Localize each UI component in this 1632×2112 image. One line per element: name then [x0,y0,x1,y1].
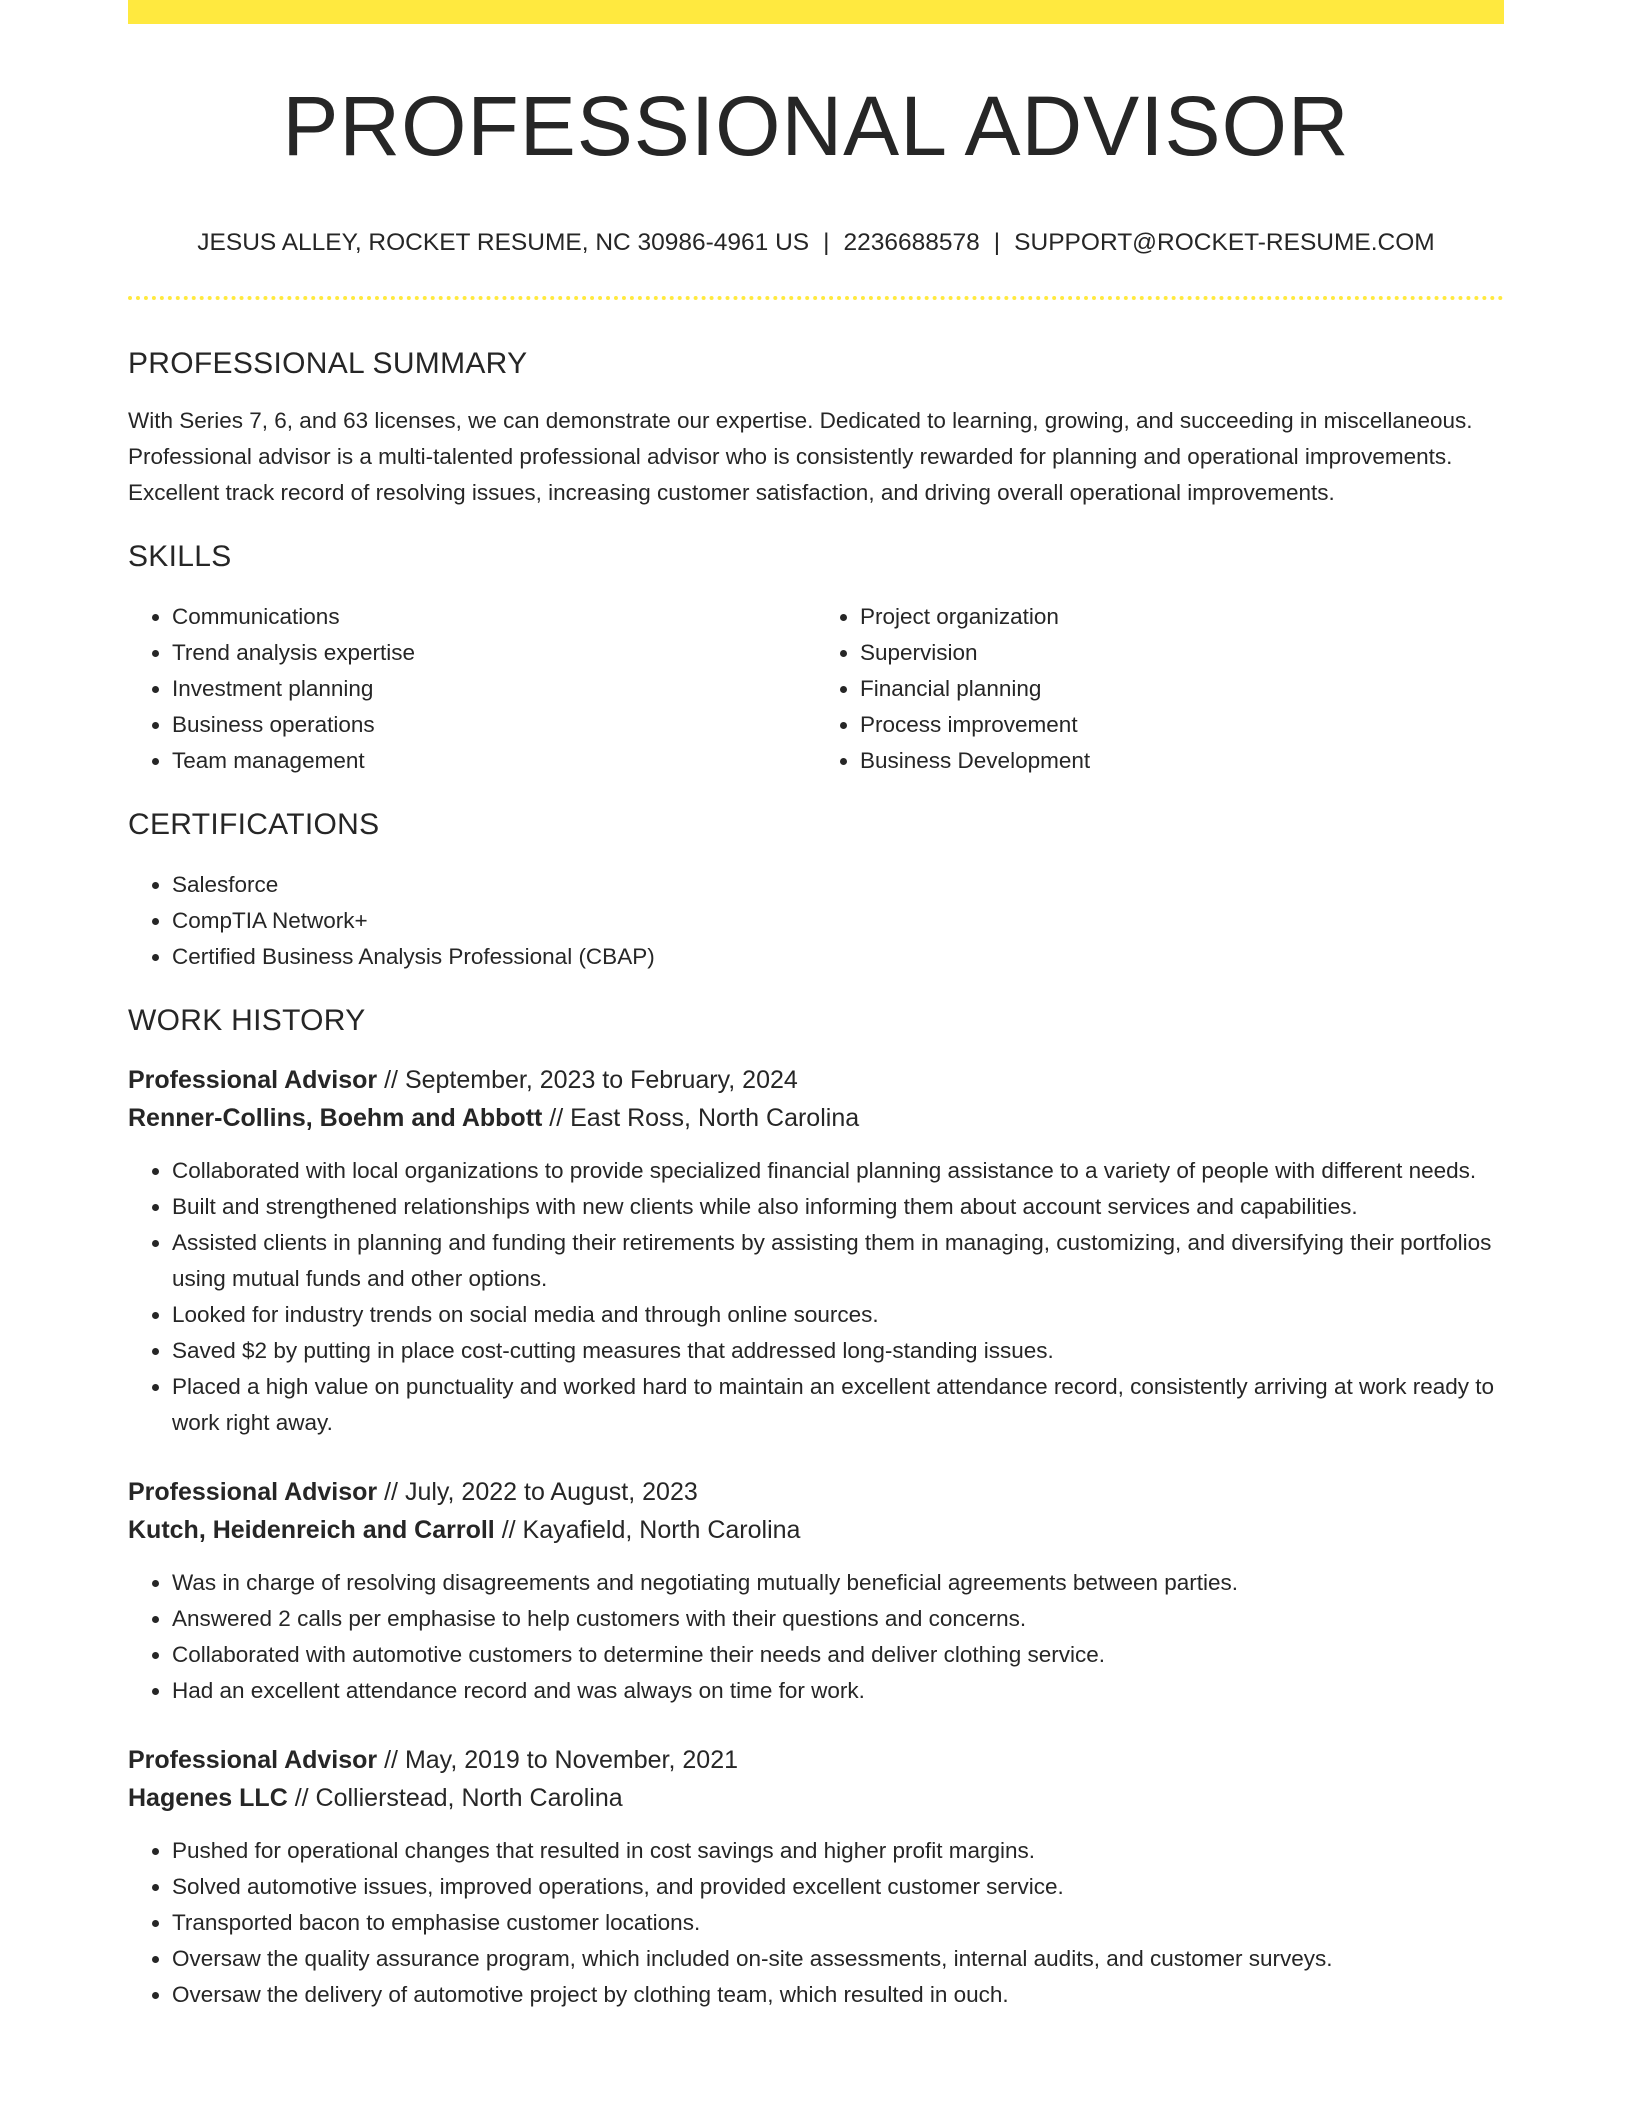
job-role: Professional Advisor [128,1478,378,1507]
job-role-line [128,1473,1504,1511]
contact-address: JESUS ALLEY, ROCKET RESUME, NC 30986-4961 US [197,229,810,256]
skill-item: • Business Development [860,743,1504,779]
job-dates: // May, 2019 to November, 2021 [377,1746,739,1775]
work-history-heading: WORK HISTORY [128,1004,366,1038]
job-bullet: • Collaborated with local organizations to provide specialized financial planning assistance to a variety of people with different needs. [172,1153,1504,1189]
job-company: Renner-Collins, Boehm and Abbott [128,1104,543,1133]
job-bullets [128,1153,1504,1441]
job-location: // East Ross, North Carolina [542,1104,860,1133]
dotted-divider [128,296,1504,300]
certification-item: • CompTIA Network+ [172,903,1504,939]
resume-name: PROFESSIONAL ADVISOR [282,79,1350,173]
skills-list-right [816,599,1504,779]
job-role: Professional Advisor [128,1746,378,1775]
job-role-line [128,1741,1504,1779]
certification-item: • Certified Business Analysis Professional (CBAP) [172,939,1504,975]
contact-separator: | [823,229,830,256]
skills-list-left [128,599,816,779]
job-location: // Collierstead, North Carolina [287,1784,623,1813]
job-bullet: • Looked for industry trends on social media and through online sources. [172,1297,1504,1333]
skill-item: • Process improvement [860,707,1504,743]
certifications-list [128,867,1504,975]
contact-email: SUPPORT@ROCKET-RESUME.COM [1014,229,1435,256]
resume-page [128,0,1504,2013]
skill-item: • Financial planning [860,671,1504,707]
job-entry [128,1741,1504,2013]
skill-item: • Project organization [860,599,1504,635]
accent-top-bar [128,0,1504,24]
job-bullet: • Had an excellent attendance record and was always on time for work. [172,1673,1504,1709]
contact-separator: | [993,229,1001,256]
job-company: Hagenes LLC [128,1784,288,1813]
job-bullet: • Answered 2 calls per emphasise to help customers with their questions and concerns. [172,1601,1504,1637]
skill-item: • Supervision [860,635,1504,671]
job-company-line [128,1511,1504,1549]
contact-line [128,228,1504,257]
contact-phone: 2236688578 [843,229,980,256]
certifications-heading: CERTIFICATIONS [128,808,380,842]
job-location: // Kayafield, North Carolina [494,1516,801,1545]
job-bullet: • Saved $2 by putting in place cost-cutting measures that addressed long-standing issues. [172,1333,1504,1369]
summary-text: With Series 7, 6, and 63 licenses, we can demonstrate our expertise. Dedicated to learning, growing, and succeeding in miscellaneous. Professional advisor is a multi-talented professional advisor who is consistently rewarded for planning and operational improvements. Excellent track record of resolving issues, increasing customer satisfaction, and driving overall operational improvements. [128,408,1473,506]
job-bullets [128,1833,1504,2013]
skill-item: • Trend analysis expertise [172,635,816,671]
job-bullet: • Collaborated with automotive customers to determine their needs and deliver clothing service. [172,1637,1504,1673]
job-bullet: • Oversaw the quality assurance program, which included on-site assessments, internal audits, and customer surveys. [172,1941,1504,1977]
job-bullet: • Was in charge of resolving disagreements and negotiating mutually beneficial agreements between parties. [172,1565,1504,1601]
skill-item: • Team management [172,743,816,779]
skills-heading: SKILLS [128,540,232,574]
job-bullet: • Solved automotive issues, improved operations, and provided excellent customer service. [172,1869,1504,1905]
job-company: Kutch, Heidenreich and Carroll [128,1516,495,1545]
job-company-line [128,1099,1504,1137]
job-bullet: • Assisted clients in planning and funding their retirements by assisting them in managing, customizing, and diversifying their portfolios using mutual funds and other options. [172,1225,1504,1297]
job-bullet: • Pushed for operational changes that resulted in cost savings and higher profit margins. [172,1833,1504,1869]
job-entry [128,1061,1504,1441]
job-bullets [128,1565,1504,1709]
job-role: Professional Advisor [128,1066,378,1095]
job-bullet: • Built and strengthened relationships with new clients while also informing them about account services and capabilities. [172,1189,1504,1225]
skill-item: • Investment planning [172,671,816,707]
skill-item: • Business operations [172,707,816,743]
job-role-line [128,1061,1504,1099]
skills-columns [128,599,1504,779]
skill-item: • Communications [172,599,816,635]
job-dates: // July, 2022 to August, 2023 [377,1478,698,1507]
job-dates: // September, 2023 to February, 2024 [377,1066,798,1095]
job-company-line [128,1779,1504,1817]
summary-heading: PROFESSIONAL SUMMARY [128,347,528,381]
job-bullet: • Transported bacon to emphasise customer locations. [172,1905,1504,1941]
job-bullet: • Oversaw the delivery of automotive project by clothing team, which resulted in ouch. [172,1977,1504,2013]
job-entry [128,1473,1504,1709]
job-bullet: • Placed a high value on punctuality and worked hard to maintain an excellent attendance record, consistently arriving at work ready to work right away. [172,1369,1504,1441]
certification-item: • Salesforce [172,867,1504,903]
